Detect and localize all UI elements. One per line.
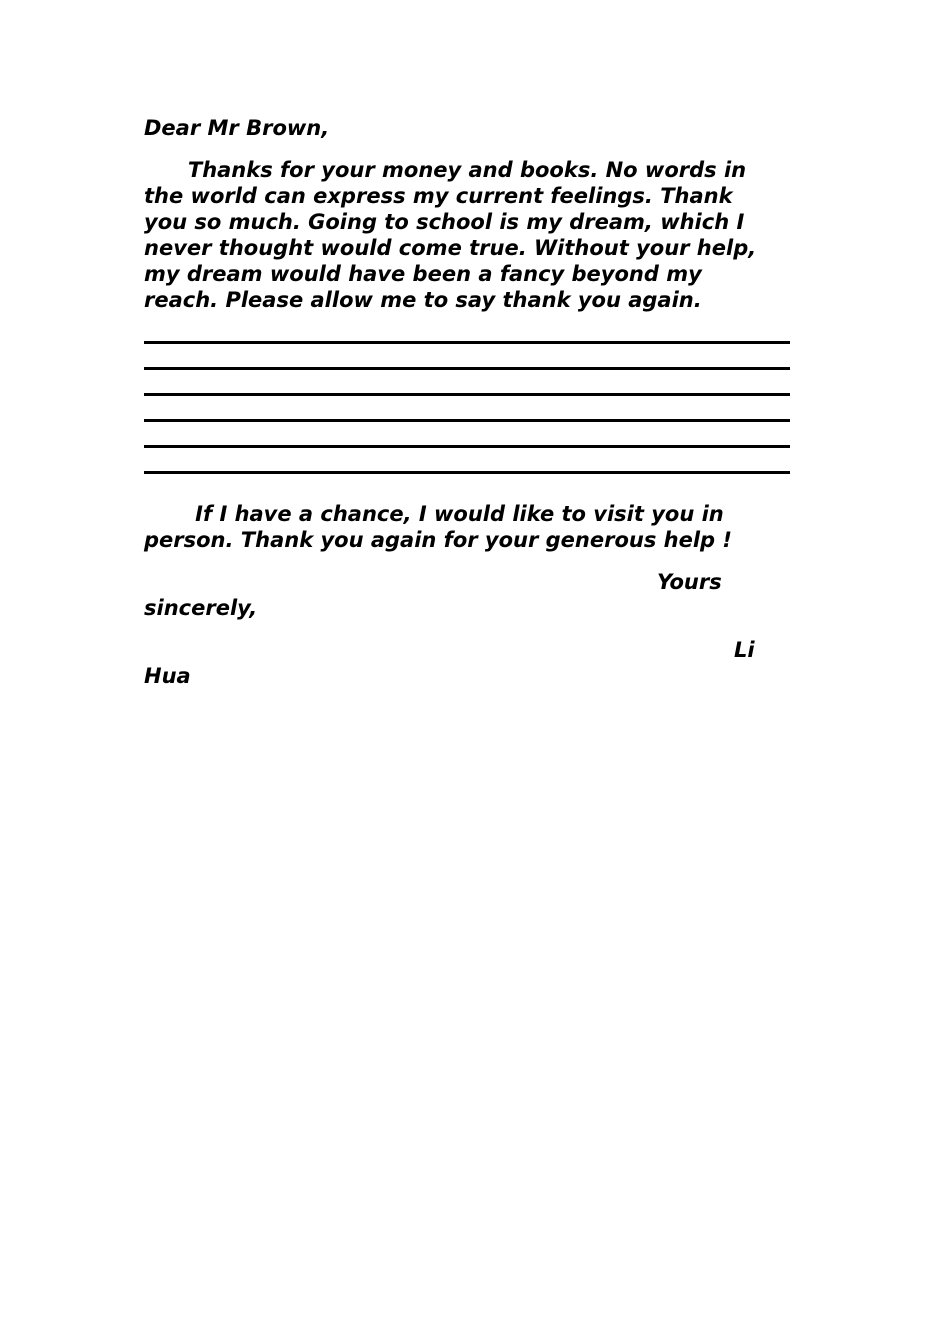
signature bbox=[144, 637, 804, 689]
closing-line: If I have a chance, I would like to visit you in bbox=[144, 502, 724, 526]
signature-last-name: Hua bbox=[144, 664, 191, 688]
salutation-text: Dear Mr Brown, bbox=[144, 116, 330, 140]
sign-off-yours: Yours bbox=[657, 570, 722, 594]
body-line: the world can express my current feelings. Thank bbox=[144, 184, 733, 208]
body-line: never thought would come true. Without your help, bbox=[144, 236, 757, 260]
blank-writing-line bbox=[144, 367, 790, 370]
body-line: reach. Please allow me to say thank you again. bbox=[144, 288, 702, 312]
body-line: Thanks for your money and books. No words in bbox=[144, 158, 747, 182]
blank-writing-line bbox=[144, 341, 790, 344]
signature-first-name: Li bbox=[734, 638, 755, 662]
closing-paragraph bbox=[144, 501, 804, 553]
blank-writing-line bbox=[144, 445, 790, 448]
blank-writing-line bbox=[144, 419, 790, 422]
closing-line: person. Thank you again for your generous help ! bbox=[144, 528, 732, 552]
blank-writing-line bbox=[144, 393, 790, 396]
sign-off bbox=[144, 569, 804, 621]
blank-writing-line bbox=[144, 471, 790, 474]
salutation bbox=[144, 115, 804, 141]
body-paragraph bbox=[144, 157, 804, 313]
body-line: my dream would have been a fancy beyond my bbox=[144, 262, 702, 286]
sign-off-sincerely: sincerely, bbox=[144, 596, 258, 620]
body-line: you so much. Going to school is my dream, which I bbox=[144, 210, 745, 234]
